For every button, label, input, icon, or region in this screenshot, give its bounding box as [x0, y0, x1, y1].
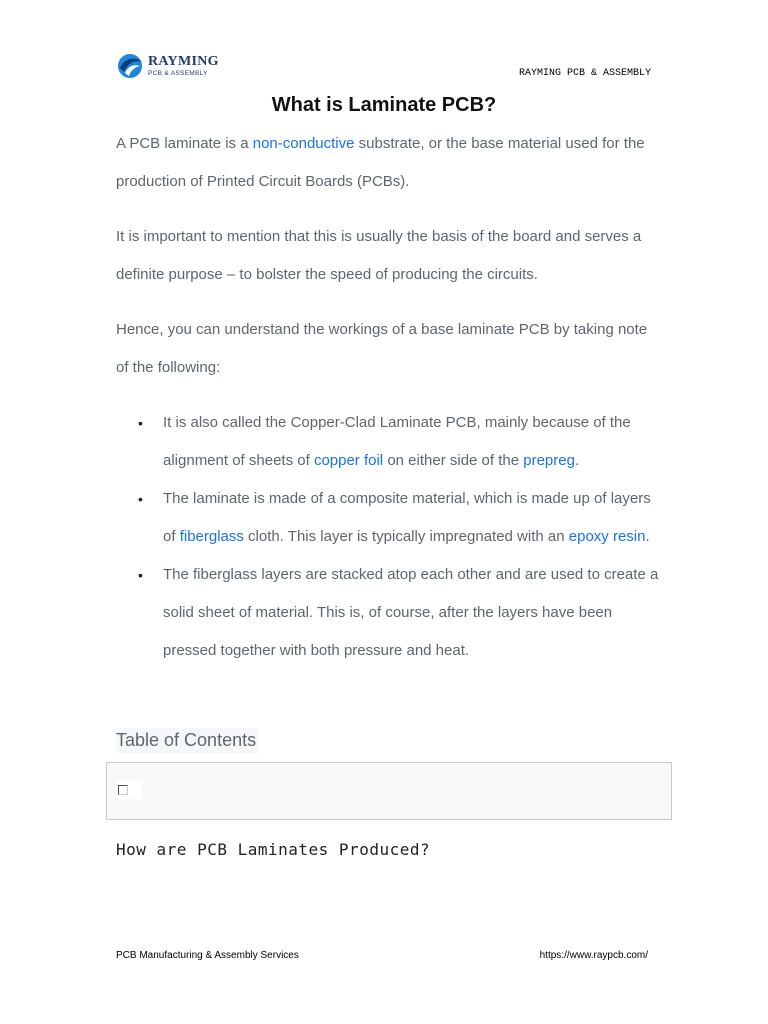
bullet-text: . — [574, 452, 580, 469]
intro-text-start: A PCB laminate is a — [116, 135, 253, 152]
toc-toggle-button[interactable] — [116, 781, 142, 799]
logo-name: RAYMING — [148, 53, 219, 69]
footer-website-link[interactable]: https://www.raypcb.com/ — [539, 950, 648, 961]
bullet-text: on either side of the — [383, 452, 524, 469]
laminate-bullet-list — [116, 404, 661, 670]
link-prepreg[interactable]: prepreg — [523, 452, 575, 469]
bullet-text: The laminate is made of a composite material, which is made up of layers of — [163, 490, 651, 545]
intro-paragraph — [116, 125, 661, 201]
intro-text-end: substrate, or the base material used for the production of Printed Circuit Boards (PCBs). — [116, 135, 645, 190]
basis-paragraph: It is important to mention that this is usually the basis of the board and serves a definite purpose – to bolster the speed of producing the circuits. — [116, 228, 642, 283]
link-non-conductive[interactable]: non-conductive — [252, 135, 355, 152]
list-item — [116, 404, 661, 480]
toggle-icon — [118, 785, 128, 795]
toc-title: Table of Contents — [116, 728, 258, 753]
list-item — [116, 480, 661, 556]
link-epoxy-resin[interactable]: epoxy resin — [568, 528, 646, 545]
link-copper-foil[interactable]: copper foil — [313, 452, 384, 469]
table-of-contents — [106, 762, 672, 820]
page-title: What is Laminate PCB? — [271, 94, 497, 116]
bullet-text: It is also called the Copper-Clad Laminate PCB, mainly because of the alignment of sheets of — [163, 414, 631, 469]
footer-services: PCB Manufacturing & Assembly Services — [116, 950, 299, 961]
bullet-text: . — [645, 528, 650, 545]
section-heading: How are PCB Laminates Produced? — [116, 840, 431, 859]
logo-subtitle: PCB & ASSEMBLY — [148, 69, 208, 77]
list-item: • The fiberglass layers are stacked atop each other and are used to create a solid sheet of material. This is, of course, after the layers have been pressed together with both pressure and heat. — [116, 556, 661, 670]
header-company-name: RAYMING PCB & ASSEMBLY — [518, 68, 651, 79]
rayming-logo-icon — [116, 52, 144, 80]
link-fiberglass[interactable]: fiberglass — [179, 528, 244, 545]
rayming-logo[interactable] — [116, 52, 219, 80]
bullet-text: cloth. This layer is typically impregnated with an — [243, 528, 569, 545]
workings-paragraph: Hence, you can understand the workings of a base laminate PCB by taking note of the following: — [116, 321, 648, 376]
